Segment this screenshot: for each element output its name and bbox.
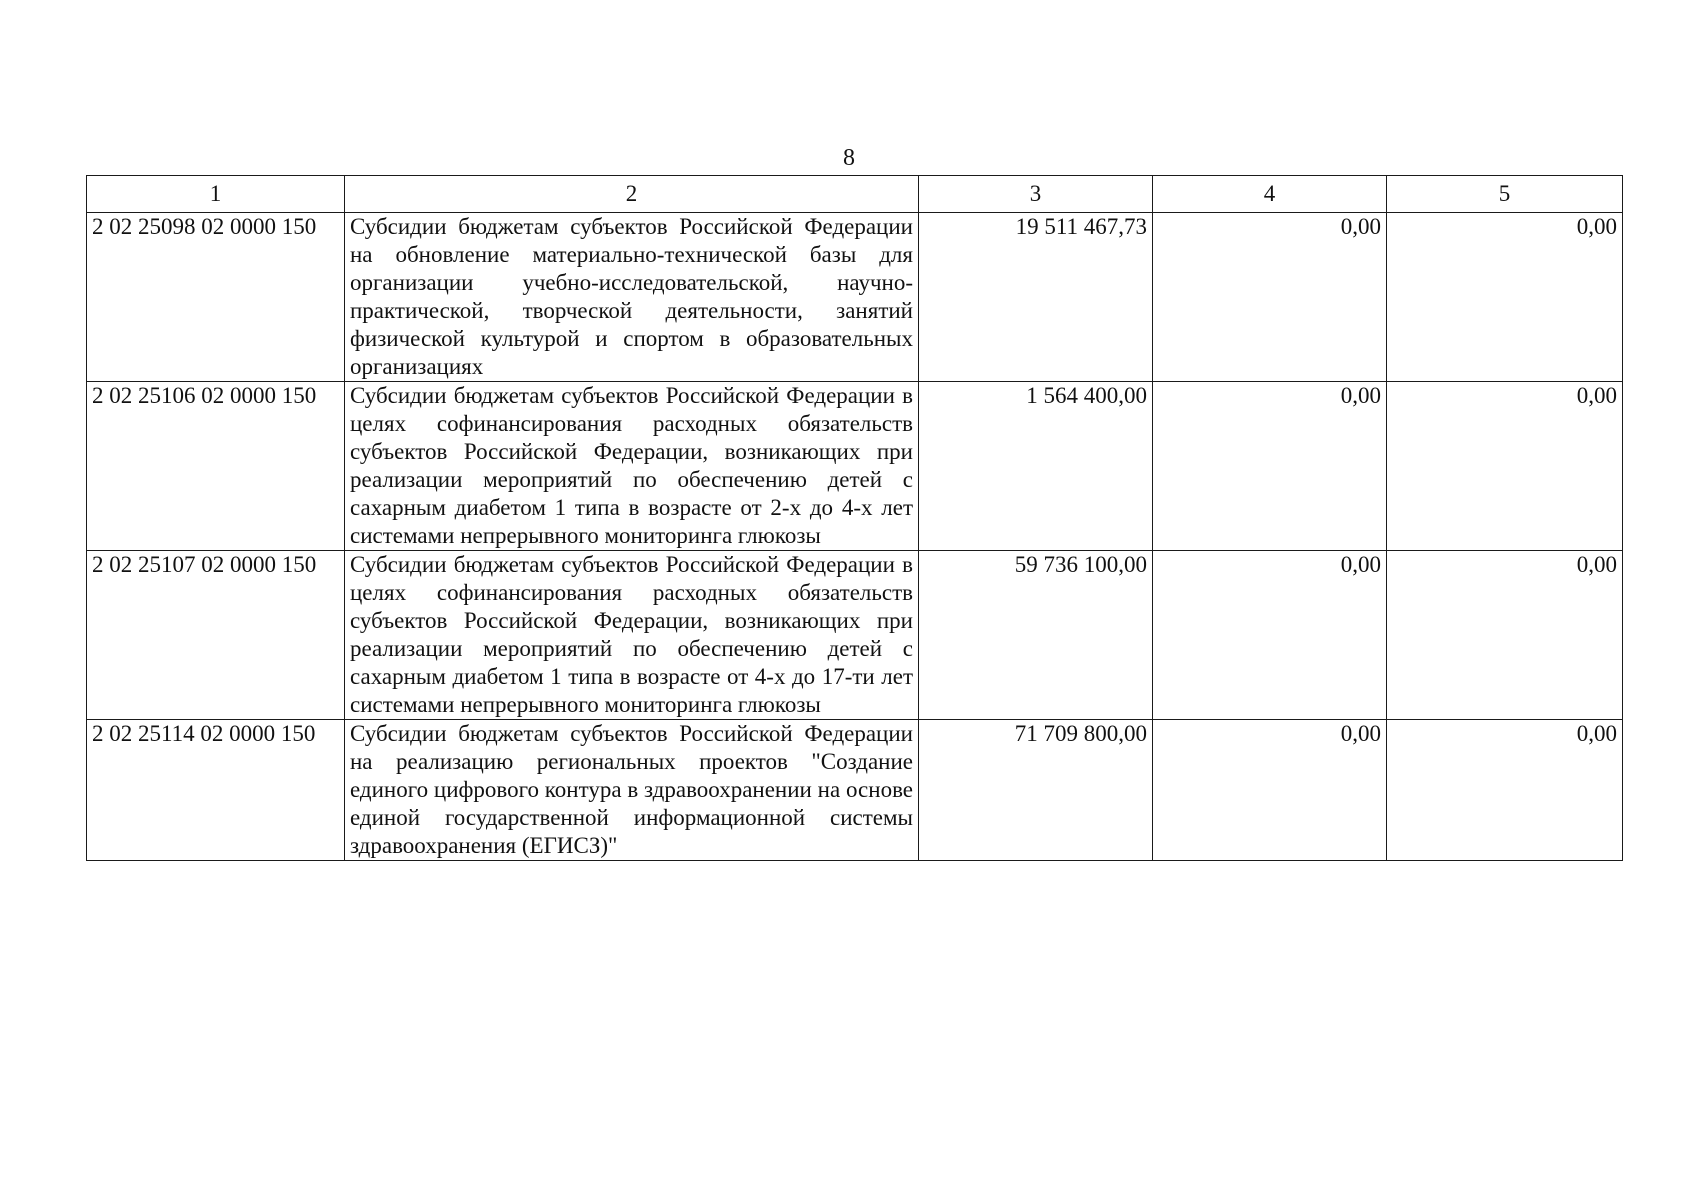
table-row	[87, 720, 1623, 861]
row-description: Субсидии бюджетам субъектов Российской Федерации в целях софинансирования расходных обязательств субъектов Российской Федерации, возникающих при реализации мероприятий по обеспечению детей с сахарным диабетом 1 типа в возрасте от 4-х до 17-ти лет системами непрерывного мониторинга глюкозы	[345, 551, 919, 720]
table-row	[87, 551, 1623, 720]
row-description: Субсидии бюджетам субъектов Российской Федерации на обновление материально-технической базы для организации учебно-исследовательской, научно-практической, творческой деятельности, занятий физической культурой и спортом в образовательных организациях	[345, 213, 919, 382]
row-description: Субсидии бюджетам субъектов Российской Федерации в целях софинансирования расходных обязательств субъектов Российской Федерации, возникающих при реализации мероприятий по обеспечению детей с сахарным диабетом 1 типа в возрасте от 2-х до 4-х лет системами непрерывного мониторинга глюкозы	[345, 382, 919, 551]
row-value-col3: 1 564 400,00	[919, 382, 1153, 551]
row-code: 2 02 25106 02 0000 150	[87, 382, 345, 551]
budget-table	[86, 175, 1623, 861]
row-description: Субсидии бюджетам субъектов Российской Федерации на реализацию региональных проектов "Создание единого цифрового контура в здравоохранении на основе единой государственной информационной системы здравоохранения (ЕГИСЗ)"	[345, 720, 919, 861]
column-header-1: 1	[87, 176, 345, 213]
row-value-col4: 0,00	[1153, 213, 1387, 382]
row-value-col3: 19 511 467,73	[919, 213, 1153, 382]
row-value-col4: 0,00	[1153, 382, 1387, 551]
row-value-col5: 0,00	[1387, 382, 1623, 551]
row-value-col3: 59 736 100,00	[919, 551, 1153, 720]
row-value-col3: 71 709 800,00	[919, 720, 1153, 861]
row-code: 2 02 25098 02 0000 150	[87, 213, 345, 382]
column-header-4: 4	[1153, 176, 1387, 213]
column-header-2: 2	[345, 176, 919, 213]
row-value-col4: 0,00	[1153, 551, 1387, 720]
table-row	[87, 213, 1623, 382]
row-code: 2 02 25107 02 0000 150	[87, 551, 345, 720]
row-value-col5: 0,00	[1387, 551, 1623, 720]
column-header-3: 3	[919, 176, 1153, 213]
row-code: 2 02 25114 02 0000 150	[87, 720, 345, 861]
page-number: 8	[843, 145, 855, 171]
row-value-col5: 0,00	[1387, 213, 1623, 382]
row-value-col5: 0,00	[1387, 720, 1623, 861]
row-value-col4: 0,00	[1153, 720, 1387, 861]
table-row	[87, 382, 1623, 551]
table-header-row	[87, 176, 1623, 213]
column-header-5: 5	[1387, 176, 1623, 213]
